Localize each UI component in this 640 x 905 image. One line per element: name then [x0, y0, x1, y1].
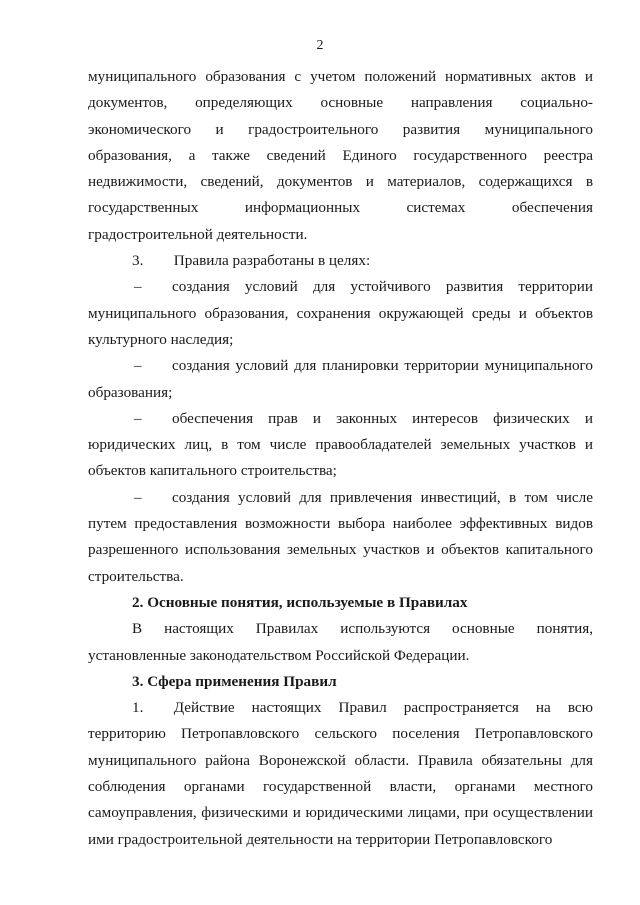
list-item-dash: – создания условий для устойчивого развития территории муниципального образования, сохранения окружающей среды и объектов культурного наследия;	[88, 278, 593, 348]
page-number: 2	[316, 38, 324, 53]
paragraph-continuation: муниципального образования с учетом положений нормативных актов и документов, определяющих основные направления социально-экономического и градостроительного развития муниципального образования, а также сведений Единого государственного реестра недвижимости, сведений, документов и материалов, содержащихся в государственных информационных системах обеспечения градостроительной деятельности.	[88, 68, 593, 243]
list-item-dash: – обеспечения прав и законных интересов физических и юридических лиц, в том числе правообладателей земельных участков и объектов капитального строительства;	[88, 409, 593, 480]
section-heading-3: 3. Сфера применения Правил	[132, 672, 337, 690]
paragraph-item-3: 3. Правила разработаны в целях:	[132, 252, 371, 270]
paragraph-definitions: В настоящих Правилах используются основные понятия, установленные законодательством Российской Федерации.	[88, 620, 593, 664]
section-heading-2: 2. Основные понятия, используемые в Правилах	[132, 593, 468, 611]
list-item-dash: – создания условий для планировки территории муниципального образования;	[88, 357, 593, 401]
paragraph-scope-1: 1. Действие настоящих Правил распространяется на всю территорию Петропавловского сельского поселения Петропавловского муниципального района Воронежской области. Правила обязательны для соблюдения органами государственной власти, органами местного самоуправления, физическими и юридическими лицами, при осуществлении ими градостроительной деятельности на территории Петропавловского	[88, 699, 593, 848]
document-body	[88, 64, 593, 853]
list-item-dash: – создания условий для привлечения инвестиций, в том числе путем предоставления возможности выбора наиболее эффективных видов разрешенного использования земельных участков и объектов капитального строительства.	[88, 488, 593, 585]
